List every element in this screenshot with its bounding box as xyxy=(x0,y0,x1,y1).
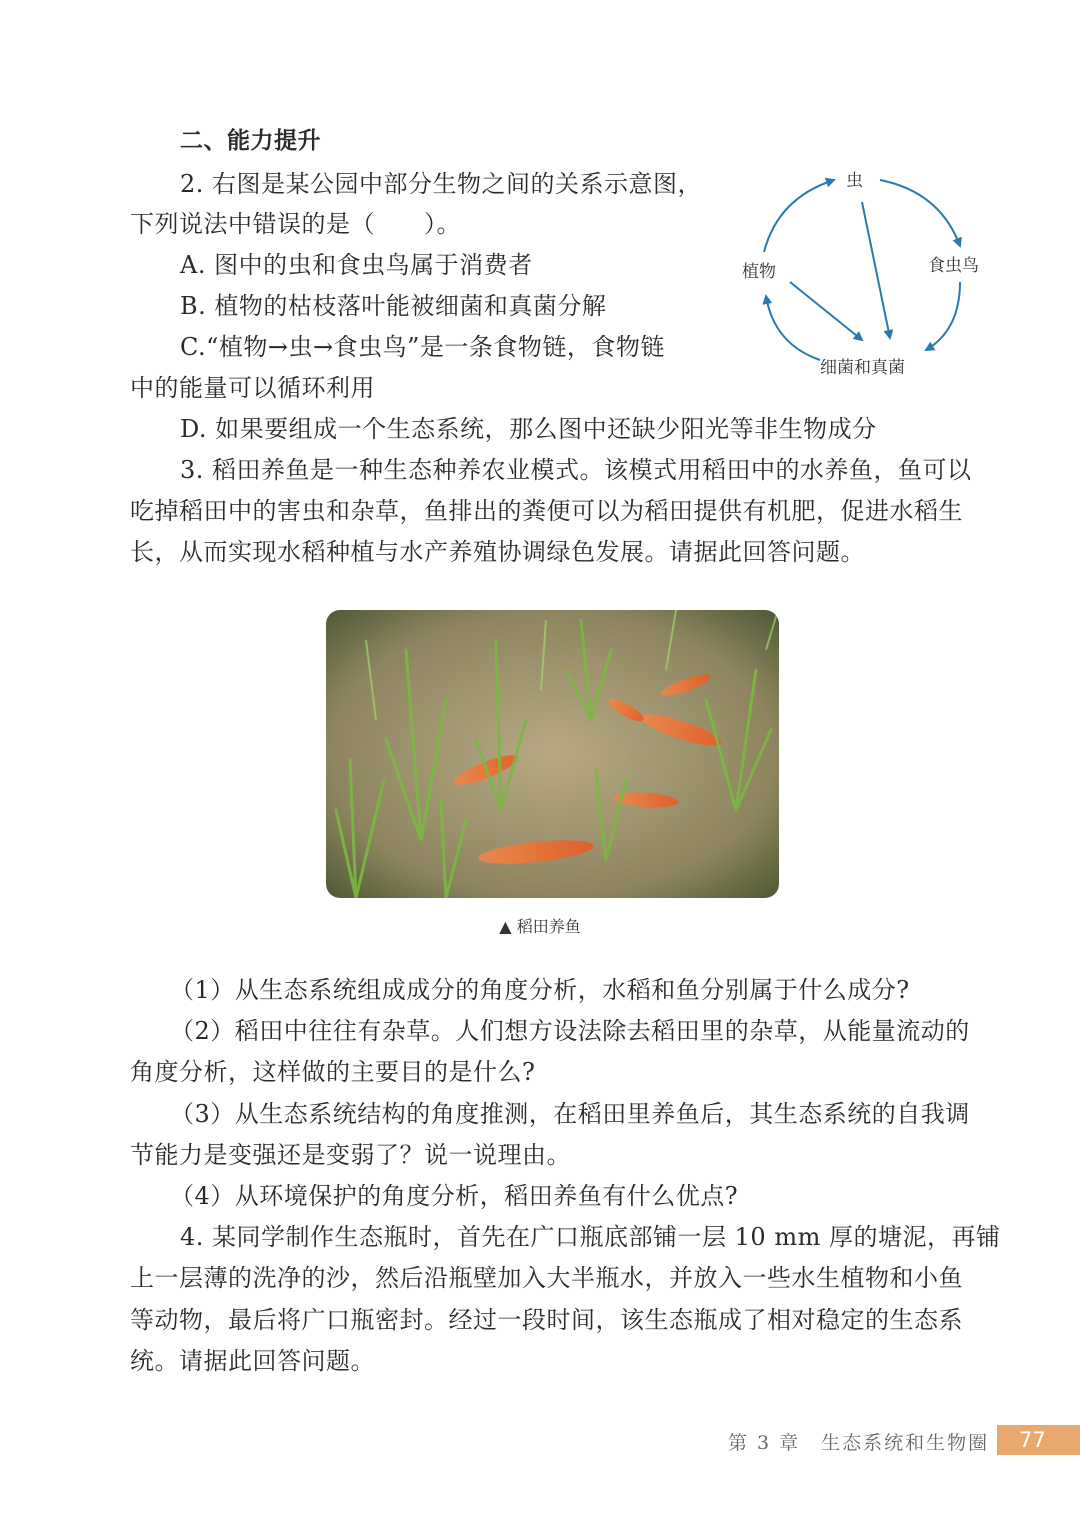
q4-line2: 上一层薄的洗净的沙，然后沿瓶壁加入大半瓶水，并放入一些水生植物和小鱼 xyxy=(130,1264,963,1292)
subq-3-line2: 节能力是变强还是变弱了？说一说理由。 xyxy=(130,1141,571,1169)
photo-caption: ▲ 稻田养鱼 xyxy=(499,917,581,936)
q2-option-b: B. 植物的枯枝落叶能被细菌和真菌分解 xyxy=(180,292,607,320)
subq-3-line1: （3）从生态系统结构的角度推测，在稻田里养鱼后，其生态系统的自我调 xyxy=(170,1100,970,1128)
q2-option-c-line1: C.“植物→虫→食虫鸟”是一条食物链，食物链 xyxy=(180,333,665,361)
subq-1: （1）从生态系统组成成分的角度分析，水稻和鱼分别属于什么成分? xyxy=(170,976,910,1004)
node-decomposer: 细菌和真菌 xyxy=(820,358,905,378)
q3-line3: 长，从而实现水稻种植与水产养殖协调绿色发展。请据此回答问题。 xyxy=(130,538,865,566)
subq-2-line2: 角度分析，这样做的主要目的是什么? xyxy=(130,1058,536,1086)
arrow-bird-to-decomposer xyxy=(926,282,960,350)
q4-line1: 4. 某同学制作生态瓶时，首先在广口瓶底部铺一层 10 mm 厚的塘泥，再铺 xyxy=(180,1223,1001,1251)
q2-option-d: D. 如果要组成一个生态系统，那么图中还缺少阳光等非生物成分 xyxy=(180,415,877,443)
q2-line2: 下列说法中错误的是（ ）。 xyxy=(130,210,461,238)
q2-option-c-line2: 中的能量可以循环利用 xyxy=(130,374,375,402)
q4-line4: 统。请据此回答问题。 xyxy=(130,1347,375,1375)
node-insect: 虫 xyxy=(846,171,863,191)
subq-4: （4）从环境保护的角度分析，稻田养鱼有什么优点? xyxy=(170,1182,739,1210)
q2-option-a: A. 图中的虫和食虫鸟属于消费者 xyxy=(180,251,533,279)
page-number: 77 xyxy=(997,1425,1080,1455)
arrow-insect-to-bird xyxy=(880,180,960,246)
q2-line1: 2. 右图是某公园中部分生物之间的关系示意图， xyxy=(180,170,703,198)
arrow-insect-to-decomposer xyxy=(862,202,890,338)
q3-line2: 吃掉稻田中的害虫和杂草，鱼排出的粪便可以为稻田提供有机肥，促进水稻生 xyxy=(130,497,963,525)
node-plant: 植物 xyxy=(742,262,776,282)
arrow-decomposer-to-plant xyxy=(766,296,820,360)
arrow-plant-to-decomposer xyxy=(790,282,862,340)
food-relationship-diagram xyxy=(728,160,1018,390)
subq-2-line1: （2）稻田中往往有杂草。人们想方设法除去稻田里的杂草，从能量流动的 xyxy=(170,1017,970,1045)
q4-line3: 等动物，最后将广口瓶密封。经过一段时间，该生态瓶成了相对稳定的生态系 xyxy=(130,1306,963,1334)
section-heading: 二、能力提升 xyxy=(180,128,321,154)
rice-fish-photo xyxy=(326,610,779,898)
q3-line1: 3. 稻田养鱼是一种生态种养农业模式。该模式用稻田中的水养鱼，鱼可以 xyxy=(180,456,972,484)
footer-chapter-title: 第 3 章 生态系统和生物圈 xyxy=(728,1432,990,1454)
arrow-plant-to-insect xyxy=(764,180,834,252)
node-bird: 食虫鸟 xyxy=(928,256,979,276)
